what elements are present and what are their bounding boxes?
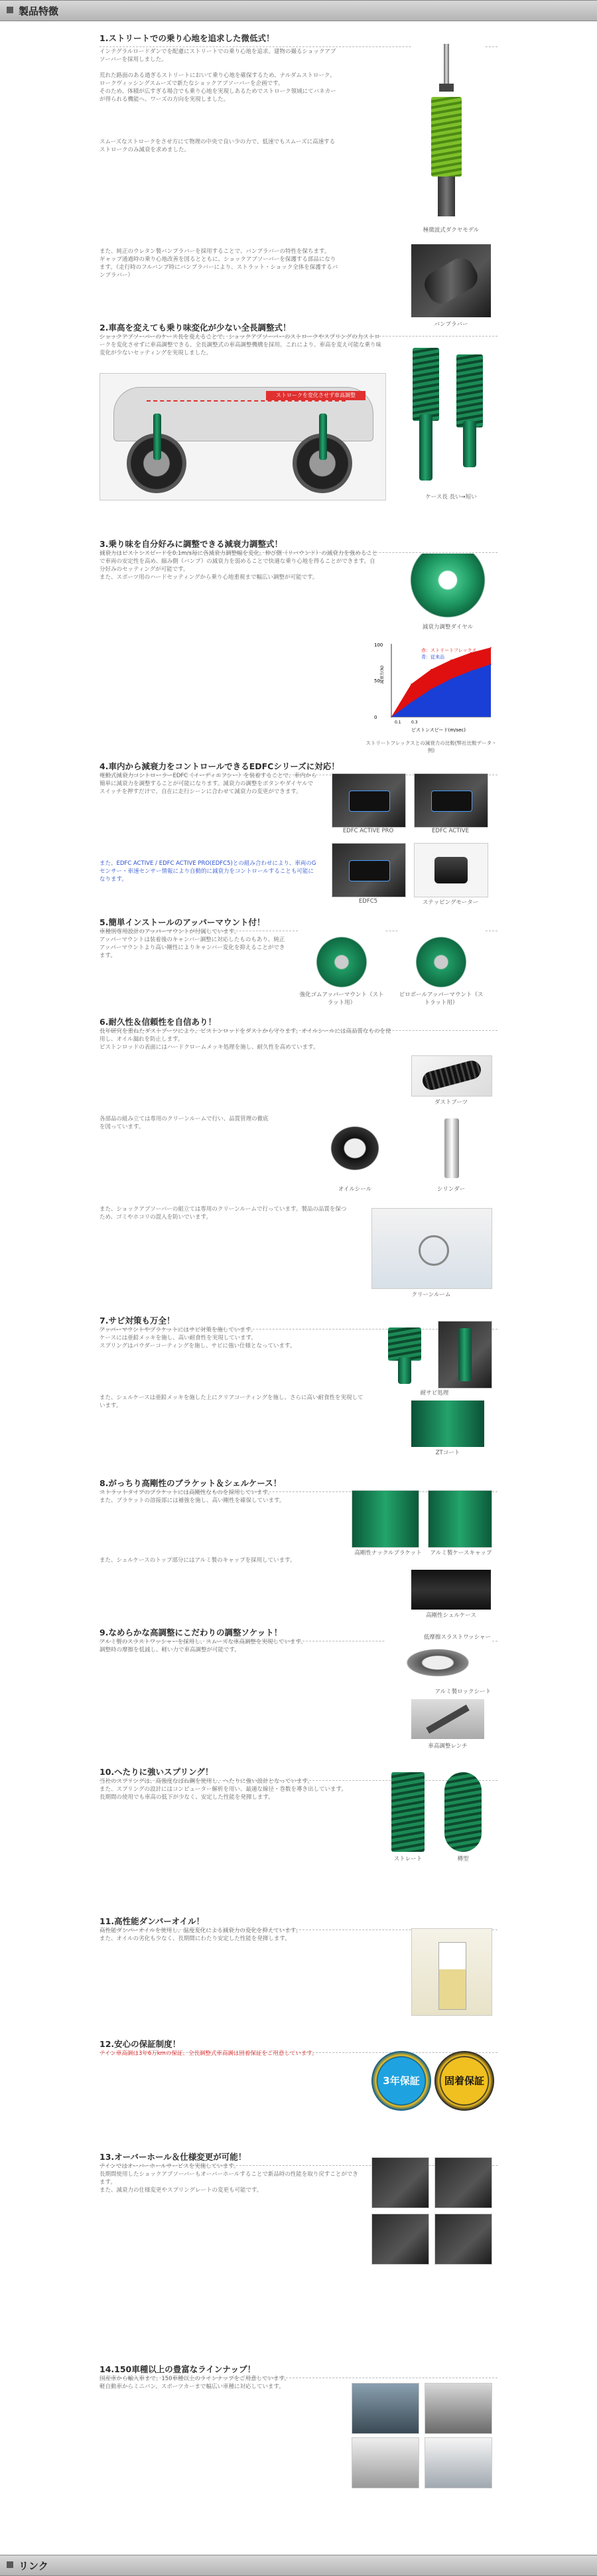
rust-proof-image-2 bbox=[438, 1321, 492, 1389]
section-2-title: 2.車高を変えても乗り味変化が少ない全長調整式！ bbox=[100, 321, 498, 337]
shock-long-image bbox=[406, 335, 446, 487]
section-10-caption-2: 樽型 bbox=[457, 1856, 469, 1862]
stepping-motor-image bbox=[414, 843, 488, 897]
shock-image-1 bbox=[411, 44, 484, 223]
section-8-body2: また、シェルケースのトップ部分にはアルミ製のキャップを採用しています。 bbox=[100, 1557, 296, 1564]
section-4-caption-1: EDFC ACTIVE PRO bbox=[342, 828, 394, 834]
section-6-caption-4: クリーンルーム bbox=[411, 1292, 451, 1298]
chart-caption: ストリートフレックスとの減衰力の比較(弊社比較データ・例) bbox=[365, 740, 497, 753]
section-7 bbox=[100, 1314, 498, 1456]
chart-series-1-point bbox=[391, 716, 392, 718]
shell-case-image bbox=[411, 1570, 491, 1610]
chart-series-1-point bbox=[470, 670, 472, 672]
section-9-caption-3: 車高調整レンチ bbox=[428, 1743, 468, 1750]
chart-series-0-point bbox=[411, 684, 412, 685]
section-6-title: 6.耐久性＆信頼性を自信あり！ bbox=[100, 1016, 498, 1031]
section-5-title: 5.簡単インストールのアッパーマウント付！ bbox=[100, 916, 498, 931]
section-13-title: 13.オーバーホール＆仕様変更が可能！ bbox=[100, 2151, 498, 2166]
section-6 bbox=[100, 1016, 498, 1298]
section-2-caption: ケース長 長い→短い bbox=[425, 494, 477, 500]
section-14 bbox=[100, 2363, 498, 2390]
section-6-body2: 各部品の組み立ては専用のクリーンルームで行い、品質管理の徹底を図っています。 bbox=[100, 1116, 269, 1130]
section-5-caption-1: 強化ゴムアッパーマウント（ストラット用） bbox=[299, 992, 384, 1006]
chart-series-0-point bbox=[450, 659, 452, 660]
section-12-body: テイン車高調は3年6万kmの保証、全長調整式車高調は固着保証をご用意しています。 bbox=[100, 2050, 318, 2057]
section-14-body: 国産車から輸入車まで、150車種以上のラインナップをご用意しています。 軽自動車からミニバン、スポーツカーまで幅広い車種に対応しています。 bbox=[100, 2376, 290, 2390]
section-6-caption-3: シリンダー bbox=[436, 1186, 466, 1193]
section-8-caption-2: アルミ製ケースキャップ bbox=[430, 1550, 492, 1556]
chart-xtick: 0.1 bbox=[395, 720, 401, 725]
edfc-active-image bbox=[414, 773, 488, 828]
section-1-caption: 極微波式ダクヤモデル bbox=[423, 227, 480, 234]
rubber-upper-mount-image bbox=[298, 929, 385, 989]
overhaul-image-1 bbox=[371, 2157, 429, 2208]
section-10 bbox=[100, 1766, 498, 1862]
cylinder-image bbox=[415, 1115, 488, 1181]
section-3-title: 3.乗り味を自分好みに調整できる減衰力調整式！ bbox=[100, 538, 498, 553]
section-10-body: 当社のスプリングは、高強度なばね鋼を使用し、へたりに強い設計となっています。 また、スプリングの設計にはコンピューター解析を用い、最適な線径・巻数を導き出しています。 長期間の使用でも車高の低下が少なく、安定した性能を発揮します。 bbox=[100, 1778, 347, 1801]
shock-short-image bbox=[450, 335, 490, 487]
car-image-4 bbox=[425, 2437, 492, 2488]
section-10-caption-1: ストレート bbox=[393, 1856, 423, 1862]
links-header bbox=[0, 2555, 597, 2576]
section-8-caption-1: 高剛性ナックルブラケット bbox=[354, 1550, 422, 1556]
edfc-active-pro-image bbox=[332, 773, 406, 828]
chart-series-1-point bbox=[490, 664, 492, 665]
car-image-2 bbox=[425, 2383, 492, 2434]
adjust-wrench-image bbox=[411, 1699, 484, 1739]
section-11 bbox=[100, 1915, 498, 1942]
section-4-caption-4: ステッピングモーター bbox=[422, 899, 479, 906]
chart-ylabel: 減衰力(N) bbox=[380, 665, 385, 684]
section-11-body: 高性能ダンパーオイルを使用し、温度変化による減衰力の変化を抑えています。 また、オイルの劣化も少なく、長期間にわたり安定した性能を発揮します。 bbox=[100, 1928, 302, 1942]
chart-legend-red: 赤：ストリートフレックス bbox=[421, 648, 477, 653]
section-2-body: ショックアブソーバーのケース長を変えることで、ショックアブソーバーのストロークやスプリングの力ストロークを変化させずに車高調整できる、全長調整式の車高調整機構を採用。これにより、車高を変え可能な乗り味変化が少ないセッティングを実現しました。 bbox=[100, 334, 382, 356]
overhaul-image-2 bbox=[434, 2157, 492, 2208]
car-image-3 bbox=[352, 2437, 419, 2488]
overhaul-image-4 bbox=[434, 2214, 492, 2265]
section-9-title: 9.なめらかな高調整にこだわりの調整ソケット！ bbox=[100, 1626, 498, 1641]
barrel-spring-image bbox=[444, 1772, 482, 1852]
warranty-3year-badge: 3年保証 bbox=[371, 2051, 431, 2111]
section-3-caption: 減衰力調整ダイヤル bbox=[422, 624, 474, 631]
zt-coat-image bbox=[411, 1401, 484, 1447]
chart-series-0-point bbox=[490, 647, 492, 648]
section-5-caption-2: ピロボールアッパーマウント（ストラット用） bbox=[399, 992, 484, 1006]
section-4-caption-3: EDFC5 bbox=[358, 898, 378, 905]
chart-series-1-point bbox=[450, 678, 452, 680]
knuckle-bracket-image bbox=[352, 1490, 419, 1548]
section-6-body3: また、ショックアブソーバーの組立ては専用のクリーンルームで行っています。製品の品質を保つため、ゴミやホコリの混入を防いでいます。 bbox=[100, 1206, 347, 1221]
chart-ytick: 100 bbox=[374, 643, 383, 648]
section-9-caption-2: アルミ製ロックシート bbox=[434, 1689, 491, 1695]
section-7-title: 7.サビ対策も万全！ bbox=[100, 1314, 498, 1329]
bump-rubber-image bbox=[411, 244, 491, 317]
section-2 bbox=[100, 321, 498, 500]
damping-chart bbox=[371, 637, 498, 737]
section-8 bbox=[100, 1477, 498, 1619]
section-6-body: 長年研究を重ねたダストブーツにより、ピストンロッドをダストから守ります。オイルシールには高品質なものを使用し、オイル漏れを防止します。 ピストンロッドの表面にはハードクロームメッキ処理を施し、耐久性を高めています。 bbox=[100, 1028, 391, 1051]
links-title: リンク bbox=[19, 2560, 48, 2572]
section-1-body3: また、純正のウレタン製バンプラバーを採用することで、バンプラバーの特性を保ちます。 ギャップ通過時の乗り心地改善を図るとともに、ショックアブソーバーを保護する部品になります。（走行時のフルバンプ時にバンプラバーにより、ストラット・ショック全体を保護するバンプラバー） bbox=[100, 248, 338, 279]
section-10-title: 10.へたりに強いスプリング！ bbox=[100, 1766, 498, 1781]
chart-series-1-point bbox=[431, 688, 432, 690]
section-13 bbox=[100, 2151, 498, 2194]
straight-spring-image bbox=[391, 1772, 425, 1852]
section-6-caption-1: ダストブーツ bbox=[434, 1099, 468, 1106]
clean-room-image bbox=[371, 1208, 492, 1289]
page-header bbox=[0, 0, 597, 21]
pillow-upper-mount-image bbox=[398, 929, 484, 989]
dust-boot-image bbox=[411, 1055, 492, 1097]
section-12 bbox=[100, 2038, 498, 2087]
section-7-caption-1: 耐サビ処理 bbox=[420, 1390, 449, 1397]
oil-seal-image bbox=[318, 1115, 391, 1181]
damper-oil-image bbox=[411, 1928, 492, 2016]
chart-xlabel: ピストンスピード(m/sec) bbox=[411, 727, 466, 733]
section-14-title: 14.150車種以上の豊富なラインナップ！ bbox=[100, 2363, 498, 2378]
page-title: 製品特徴 bbox=[19, 5, 59, 17]
section-13-body: テインではオーバーホールサービスを実施しています。 長期間使用したショックアブソーバーもオーバーホールすることで新品時の性能を取り戻すことができます。 また、減衰力の仕様変更やスプリングレートの変更も可能です。 bbox=[100, 2163, 358, 2194]
section-1-body2: スムーズなストロークをさせ方にて物理の中央で良い少の力で、低速でもスムーズに高速するストロークのみ減衰を求めました。 bbox=[100, 139, 336, 153]
section-12-title: 12.安心の保証制度！ bbox=[100, 2038, 498, 2053]
section-8-caption-3: 高剛性シェルケース bbox=[426, 1612, 476, 1619]
height-adjust-diagram bbox=[100, 373, 386, 500]
chart-series-0-point bbox=[431, 669, 432, 670]
section-7-caption-2: ZTコート bbox=[435, 1450, 460, 1456]
chart-legend-blue: 青：従来品 bbox=[421, 654, 444, 660]
section-9-caption-1: 低摩擦スラストワッシャー bbox=[423, 1634, 491, 1641]
overhaul-image-3 bbox=[371, 2214, 429, 2265]
chart-series-1-point bbox=[411, 702, 412, 703]
damping-dial-image bbox=[405, 554, 491, 620]
section-4-body2: また、EDFC ACTIVE / EDFC ACTIVE PRO(EDFC5)との組み合わせにより、車両のGセンサー・車速センサー情報により自動的に減衰力をコントロールすることも可能になります。 bbox=[100, 860, 316, 883]
section-1-title: 1.ストリートでの乗り心地を追求した微低式！ bbox=[100, 32, 498, 47]
section-8-body: ストラットタイプのブラケットには高剛性なものを採用しています。 また、ブラケットの溶接部には補強を施し、高い剛性を確保しています。 bbox=[100, 1489, 285, 1504]
section-3 bbox=[100, 538, 498, 753]
section-9-body: アルミ製のスラストワッシャーを採用し、スムーズな車高調整を実現しています。 調整時の摩擦を低減し、軽い力で車高調整が可能です。 bbox=[100, 1639, 306, 1653]
edfc5-image bbox=[332, 843, 406, 897]
diagram-badge: ストロークを変化させず車高調整 bbox=[266, 391, 365, 400]
section-4-caption-2: EDFC ACTIVE bbox=[432, 828, 469, 834]
chart-xtick: 0.3 bbox=[411, 720, 418, 725]
section-6-caption-2: オイルシール bbox=[338, 1186, 372, 1193]
section-7-body2: また、シェルケースは亜鉛メッキを施した上にクリアコーティングを施し、さらに高い耐食性を実現しています。 bbox=[100, 1395, 364, 1409]
section-4 bbox=[100, 760, 498, 906]
section-9 bbox=[100, 1626, 498, 1750]
case-cap-image bbox=[428, 1490, 492, 1548]
section-5-body: 車種別専用設計のアッパーマウントが付属しています。 アッパーマウントは装着後のキャンバー調整に対応したものもあり、純正アッパーマウントより高い剛性によりキャンバー変化を抑えることができます。 bbox=[100, 929, 285, 959]
section-5 bbox=[100, 916, 498, 1006]
section-3-body: 減衰力はピストンスピードを0.1m/s毎に各減衰力調整幅を変化。伸び側（リバウンド）の減衰力を強めることで車両の安定性を高め、縮み側（バンプ）の減衰力を弱めることで快適な乗り心地を得ることができます。自分好みのセッティングが可能です。 また、スポーツ用のハードセッティングから乗り心地重視まで幅広い調整が可能です。 bbox=[100, 550, 378, 581]
header-square-icon bbox=[7, 7, 13, 13]
chart-ytick: 50 bbox=[374, 678, 380, 684]
section-11-title: 11.高性能ダンパーオイル！ bbox=[100, 1915, 498, 1930]
chart-ytick: 0 bbox=[374, 715, 377, 720]
section-4-body: 電動式減衰力コントローラーEDFC（イーディエフシー）を装着することで、車内から簡単に減衰力を調整することが可能になります。減衰力の調整をボタンやダイヤルでスイッチを押すだけで、自在に走行シーンに合わせて減衰力の変更ができます。 bbox=[100, 773, 317, 795]
section-8-title: 8.がっちり高剛性のブラケット＆シェルケース！ bbox=[100, 1477, 498, 1492]
section-7-body: アッパーマウントやブラケットにはサビ対策を施しています。 ケースには亜鉛メッキを施し、高い耐食性を実現しています。 スプリングはパウダーコーティングを施し、サビに強い仕様となっています。 bbox=[100, 1327, 296, 1349]
thrust-washer-image bbox=[385, 1639, 491, 1686]
car-image-1 bbox=[352, 2383, 419, 2434]
section-4-title: 4.車内から減衰力をコントロールできるEDFCシリーズに対応！ bbox=[100, 760, 498, 775]
section-1-body: インテグラルロードダンでを配慮にストリートでの乗り心地を追求。建物の撮るショックアブソーバーを採用しました。 荒れた路面のある過ぎるストリートにおいて乗り心地を確保するため、ナルダムストローク、ロークヴィッシングスムーズで新たなショックアブソーバーを企画です。 そのため、体積が広すぎる場合でも乗り心地を実現しあるためでストローク領域にてバネカーが得られる機能へ、ワーズの方向を実現しました。 bbox=[100, 48, 336, 103]
anti-seize-badge: 固着保証 bbox=[434, 2051, 494, 2111]
header-square-icon bbox=[7, 2561, 13, 2568]
section-1-caption2: バンプラバー bbox=[434, 321, 468, 328]
rust-proof-image-1 bbox=[378, 1321, 431, 1387]
